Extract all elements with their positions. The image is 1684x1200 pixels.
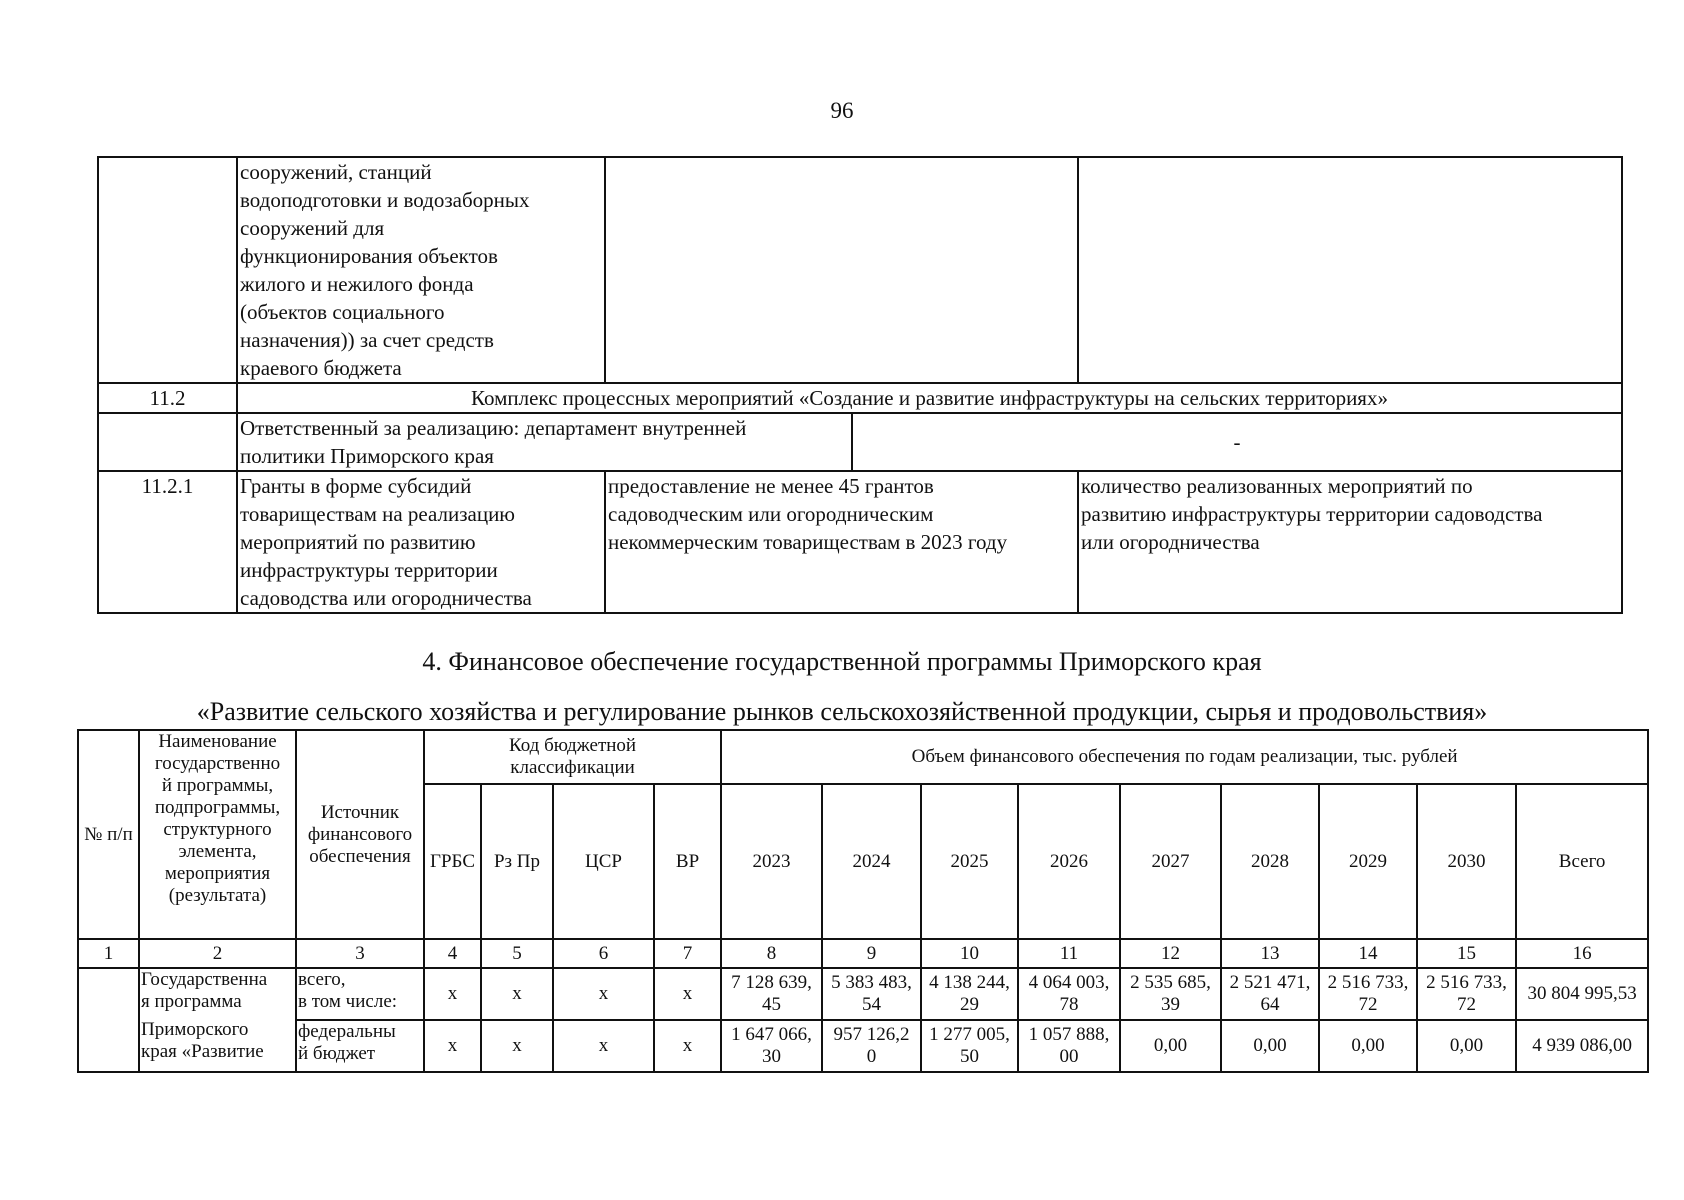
value-cell: 2 516 733, 72 — [1417, 968, 1516, 1020]
header-name: Наименование государственно й программы, подпрограммы, структурного элемента, мероприятия (результата) — [139, 730, 296, 939]
header-row — [78, 730, 1648, 784]
financing-table — [77, 729, 1649, 1073]
result-cell: предоставление не менее 45 грантов садоводческим или огородническим некоммерческим товариществам в 2023 году — [605, 471, 1078, 613]
code-cell: x — [654, 1020, 721, 1072]
table-row — [98, 383, 1622, 413]
header-year-2029: 2029 — [1319, 784, 1417, 939]
column-number-row — [78, 939, 1648, 968]
value-cell: 0,00 — [1120, 1020, 1221, 1072]
complex-title-cell: Комплекс процессных мероприятий «Создание и развитие инфраструктуры на сельских территориях» — [237, 383, 1622, 413]
source-cell: всего, в том числе: — [296, 968, 424, 1020]
indicator-cell — [1078, 157, 1622, 383]
indicator-cell: количество реализованных мероприятий по развитию инфраструктуры территории садоводства или огородничества — [1078, 471, 1622, 613]
col-number: 12 — [1120, 939, 1221, 968]
value-cell: 4 138 244, 29 — [921, 968, 1018, 1020]
header-csr: ЦСР — [553, 784, 654, 939]
code-cell: x — [553, 1020, 654, 1072]
code-cell: x — [481, 968, 553, 1020]
header-year-2024: 2024 — [822, 784, 921, 939]
value-cell: 7 128 639, 45 — [721, 968, 822, 1020]
code-cell: x — [424, 1020, 481, 1072]
row-number-cell — [98, 413, 237, 471]
value-cell: 5 383 483, 54 — [822, 968, 921, 1020]
col-number: 8 — [721, 939, 822, 968]
responsible-cell: Ответственный за реализацию: департамент внутренней политики Приморского края — [237, 413, 852, 471]
col-number: 3 — [296, 939, 424, 968]
dash-cell: - — [852, 413, 1622, 471]
table-row — [78, 968, 1648, 1020]
page-number: 96 — [830, 98, 854, 123]
program-name-cell: Государственна я программа Приморского края «Развитие — [139, 968, 296, 1072]
value-cell: 4 064 003, 78 — [1018, 968, 1120, 1020]
value-cell: 1 647 066, 30 — [721, 1020, 822, 1072]
code-cell: x — [481, 1020, 553, 1072]
value-cell: 2 516 733, 72 — [1319, 968, 1417, 1020]
measure-name-cell: Гранты в форме субсидий товариществам на реализацию мероприятий по развитию инфраструктуры территории садоводства или огородничества — [237, 471, 605, 613]
code-cell: x — [654, 968, 721, 1020]
measure-name-cell: сооружений, станций водоподготовки и водозаборных сооружений для функционирования объектов жилого и нежилого фонда (объектов социального назначения)) за счет средств краевого бюджета — [237, 157, 605, 383]
value-cell: 0,00 — [1221, 1020, 1319, 1072]
header-rzpr: Рз Пр — [481, 784, 553, 939]
row-number-cell: 11.2.1 — [98, 471, 237, 613]
col-number: 13 — [1221, 939, 1319, 968]
col-number: 16 — [1516, 939, 1648, 968]
header-year-2027: 2027 — [1120, 784, 1221, 939]
value-cell: 0,00 — [1319, 1020, 1417, 1072]
header-num: № п/п — [78, 730, 139, 939]
table-row — [78, 1020, 1648, 1072]
header-year-2030: 2030 — [1417, 784, 1516, 939]
row-number-cell — [78, 968, 139, 1072]
header-vr: ВР — [654, 784, 721, 939]
row-number-cell: 11.2 — [98, 383, 237, 413]
col-number: 6 — [553, 939, 654, 968]
col-number: 11 — [1018, 939, 1120, 968]
table-row — [98, 157, 1622, 383]
header-source: Источник финансового обеспечения — [296, 730, 424, 939]
col-number: 7 — [654, 939, 721, 968]
header-year-2025: 2025 — [921, 784, 1018, 939]
code-cell: x — [424, 968, 481, 1020]
total-cell: 30 804 995,53 — [1516, 968, 1648, 1020]
total-cell: 4 939 086,00 — [1516, 1020, 1648, 1072]
table-row — [98, 413, 1622, 471]
source-cell: федеральны й бюджет — [296, 1020, 424, 1072]
col-number: 10 — [921, 939, 1018, 968]
header-year-2026: 2026 — [1018, 784, 1120, 939]
value-cell: 957 126,2 0 — [822, 1020, 921, 1072]
col-number: 4 — [424, 939, 481, 968]
value-cell: 1 057 888, 00 — [1018, 1020, 1120, 1072]
row-number-cell — [98, 157, 237, 383]
header-volume: Объем финансового обеспечения по годам реализации, тыс. рублей — [721, 730, 1648, 784]
col-number: 1 — [78, 939, 139, 968]
header-grbs: ГРБС — [424, 784, 481, 939]
col-number: 9 — [822, 939, 921, 968]
section-title: 4. Финансовое обеспечение государственной программы Приморского края — [422, 647, 1262, 676]
measures-table — [97, 156, 1623, 614]
table-row — [98, 471, 1622, 613]
col-number: 15 — [1417, 939, 1516, 968]
col-number: 5 — [481, 939, 553, 968]
value-cell: 0,00 — [1417, 1020, 1516, 1072]
value-cell: 1 277 005, 50 — [921, 1020, 1018, 1072]
value-cell: 2 521 471, 64 — [1221, 968, 1319, 1020]
code-cell: x — [553, 968, 654, 1020]
result-cell — [605, 157, 1078, 383]
header-year-2023: 2023 — [721, 784, 822, 939]
section-subtitle: «Развитие сельского хозяйства и регулирование рынков сельскохозяйственной продукции, сырья и продовольствия» — [196, 697, 1488, 726]
header-total: Всего — [1516, 784, 1648, 939]
header-kbk: Код бюджетной классификации — [424, 730, 721, 784]
col-number: 2 — [139, 939, 296, 968]
col-number: 14 — [1319, 939, 1417, 968]
value-cell: 2 535 685, 39 — [1120, 968, 1221, 1020]
header-year-2028: 2028 — [1221, 784, 1319, 939]
